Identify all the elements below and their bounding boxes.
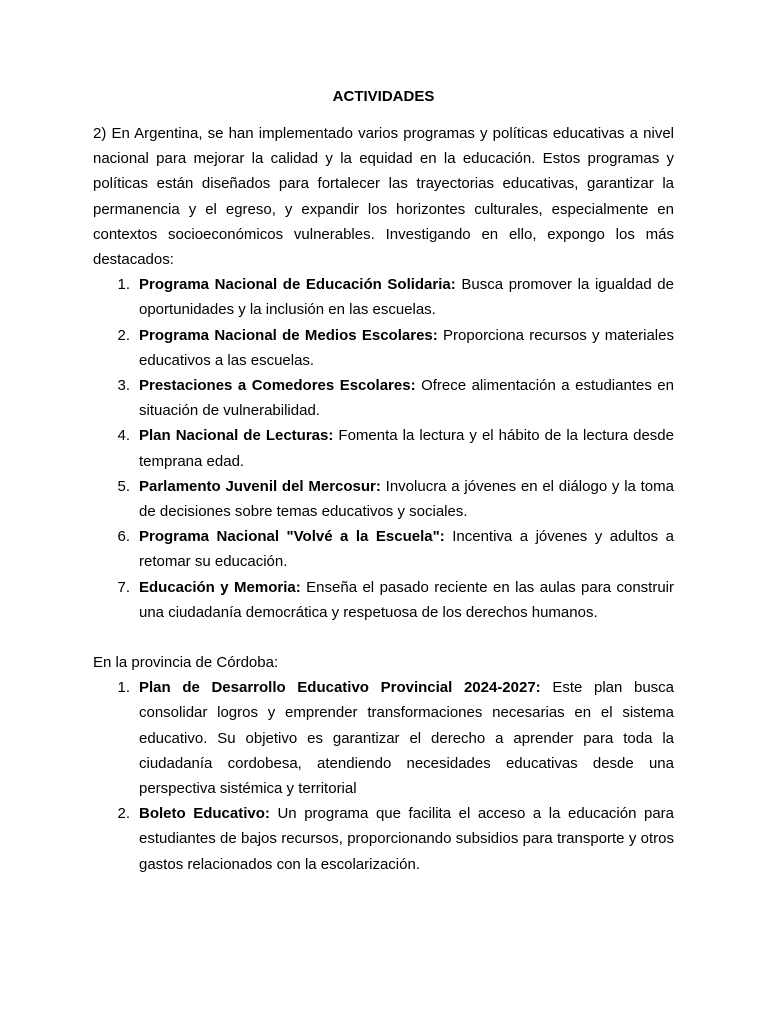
list-number: 1. [117,276,130,294]
paragraph-spacer [93,625,674,650]
program-name: Programa Nacional "Volvé a la Escuela": [139,528,445,546]
program-name: Prestaciones a Comedores Escolares: [139,377,416,395]
list-item [93,524,674,574]
list-number: 6. [117,528,130,546]
program-description: Proporciona recursos y materiales educativos a las escuelas. [139,326,674,369]
program-name: Parlamento Juvenil del Mercosur: [139,477,381,495]
list-item [93,373,674,423]
program-description: Enseña el pasado reciente en las aulas para construir una ciudadanía democrática y respetuosa de los derechos humanos. [139,578,674,621]
page-title: ACTIVIDADES [332,88,435,105]
program-description: Este plan busca consolidar logros y emprender transformaciones necesarias en el sistema educativo. Su objetivo es garantizar el derecho a aprender para toda la ciudadanía cordobesa, atendiendo necesidades educativas desde una perspectiva sistémica y territorial [139,679,675,798]
list-number: 3. [117,377,130,395]
list-number: 2. [117,805,130,823]
list-number: 1. [117,679,130,697]
program-name: Plan de Desarrollo Educativo Provincial 2024-2027: [139,679,541,697]
document-page [93,84,674,877]
list-item [93,675,674,801]
cordoba-programs-list [93,675,674,877]
list-number: 2. [117,326,130,344]
program-description: Fomenta la lectura y el hábito de la lectura desde temprana edad. [139,427,674,470]
cordoba-heading: En la provincia de Córdoba: [93,654,279,672]
program-name: Programa Nacional de Educación Solidaria: [139,276,456,294]
program-description: Involucra a jóvenes en el diálogo y la toma de decisiones sobre temas educativos y sociales. [139,477,674,521]
list-item [93,272,674,322]
list-item [93,474,674,524]
program-name: Plan Nacional de Lecturas: [139,427,334,445]
program-name: Educación y Memoria: [139,578,301,596]
list-item [93,423,674,473]
program-description: Un programa que facilita el acceso a la educación para estudiantes de bajos recursos, proporcionando subsidios para transporte y otros gastos relacionados con la escolarización. [139,805,675,873]
national-programs-list [93,272,674,625]
list-item [93,575,674,625]
list-number: 7. [117,578,130,596]
program-description: Busca promover la igualdad de oportunidades y la inclusión en las escuelas. [139,276,674,319]
list-number: 4. [117,427,130,445]
program-name: Programa Nacional de Medios Escolares: [139,326,438,344]
list-item [93,801,674,877]
program-name: Boleto Educativo: [139,805,270,823]
intro-paragraph: 2) En Argentina, se han implementado varios programas y políticas educativas a nivel nacional para mejorar la calidad y la equidad en la educación. Estos programas y políticas están diseñados para fortalecer las trayectorias educativas, garantizar la permanencia y el egreso, y expandir los horizontes culturales, especialmente en contextos socioeconómicos vulnerables. Investigando en ello, expongo los más destacados: [93,125,674,269]
program-description: Incentiva a jóvenes y adultos a retomar su educación. [139,528,674,571]
program-description: Ofrece alimentación a estudiantes en situación de vulnerabilidad. [139,377,674,420]
list-number: 5. [117,477,130,495]
list-item [93,323,674,373]
